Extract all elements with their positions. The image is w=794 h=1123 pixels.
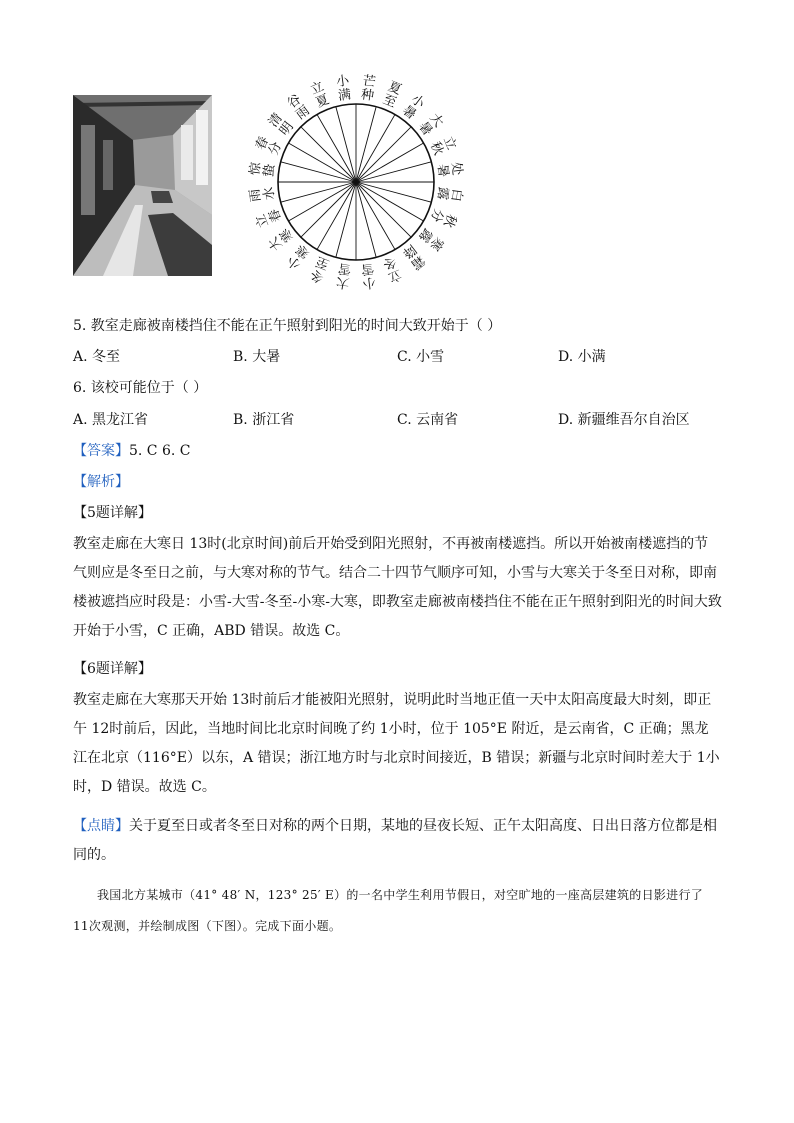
- tip-tag: 【点睛】: [73, 818, 129, 834]
- wheel-term-char: 大: [426, 110, 447, 131]
- wheel-term-label: [265, 225, 297, 254]
- wheel-term-label: [399, 92, 428, 123]
- wheel-term-label: [285, 92, 313, 123]
- wheel-term-char: 冬: [308, 265, 327, 285]
- q6-option-a: A. 黑龙江省: [73, 412, 149, 428]
- tip-text: 关于夏至日或者冬至日对称的两个日期，某地的昼夜长短、正午太阳高度、日出日落方位都是相同的。: [73, 818, 717, 863]
- wheel-term-char: 蛰: [261, 163, 279, 179]
- q6-option-b: B. 浙江省: [233, 412, 295, 428]
- solar-terms-wheel: [232, 62, 480, 306]
- wheel-term-char: 立: [308, 79, 327, 99]
- wheel-term-char: 寒: [293, 241, 313, 261]
- wheel-term-char: 小: [361, 273, 377, 291]
- answer-line: [73, 441, 191, 461]
- wheel-term-label: [247, 160, 278, 178]
- wheel-term-char: 春: [253, 134, 273, 153]
- wheel-term-char: 惊: [247, 161, 265, 177]
- q5-option-c: C. 小雪: [397, 349, 445, 365]
- wheel-term-label: [248, 186, 278, 203]
- detail5-text: 教室走廊在大寒日 13时(北京时间)前后开始受到阳光照射，不再被南楼遮挡。所以开始被南楼遮挡的节气则应是冬至日之前，与大寒对称的节气。结合二十四节气顺序可知，小雪与大寒关于冬至日对称，即南楼被遮挡应时段是：小雪-大雪-冬至-小寒-大寒，即教室走廊被南楼挡住不能在正午照射到阳光的时间大致开始于小雪，C 正确，ABD 错误。故选 C。: [73, 536, 722, 639]
- wheel-term-char: 寒: [426, 233, 447, 254]
- wheel-term-char: 暑: [415, 119, 435, 139]
- q6-option-d: D. 新疆维吾尔自治区: [558, 412, 690, 428]
- q6-option-c: C. 云南省: [397, 412, 459, 428]
- q5-option-a: A. 冬至: [73, 349, 121, 365]
- wheel-spoke: [336, 107, 356, 182]
- wheel-term-label: [434, 161, 465, 178]
- wheel-term-char: 露: [415, 225, 435, 245]
- wheel-spoke: [281, 162, 356, 182]
- q5-option-d: D. 小满: [558, 349, 606, 365]
- wheel-term-label: [253, 206, 285, 229]
- detail6-heading: 【6题详解】: [73, 661, 152, 677]
- wheel-term-char: 白: [447, 187, 465, 203]
- wheel-term-label: [415, 110, 447, 139]
- tip-paragraph: [73, 812, 722, 870]
- wheel-term-label: [360, 260, 377, 291]
- wheel-term-label: [335, 260, 352, 291]
- wheel-term-char: 暑: [433, 163, 451, 179]
- wheel-term-char: 清: [265, 110, 286, 131]
- wheel-term-char: 芒: [361, 73, 377, 91]
- wheel-spoke: [281, 182, 356, 202]
- answer-tag: 【答案】: [73, 443, 129, 459]
- wheel-term-char: 雪: [359, 259, 375, 277]
- wheel-term-label: [427, 134, 459, 157]
- question-5-stem: 5. 教室走廊被南楼挡住不能在正午照射到阳光的时间大致开始于（ ）: [73, 318, 502, 334]
- next-intro: 我国北方某城市（41° 48′ N，123° 25′ E）的一名中学生利用节假日，对空旷地的一座高层建筑的日影进行了 11次观测，并绘制成图（下图）。完成下面小题。: [73, 888, 704, 933]
- wheel-term-char: 雨: [293, 103, 313, 123]
- wheel-term-char: 夏: [385, 79, 404, 99]
- wheel-term-char: 秋: [426, 139, 446, 158]
- wheel-term-char: 明: [277, 119, 297, 139]
- wheel-term-label: [360, 73, 377, 104]
- wheel-term-char: 水: [261, 185, 279, 201]
- wheel-term-char: 小: [407, 91, 428, 112]
- wheel-spoke: [356, 182, 431, 202]
- answer-text: 5. C 6. C: [129, 443, 191, 459]
- analysis-line: [73, 472, 129, 492]
- wheel-term-char: 小: [335, 73, 351, 91]
- solar-terms-wheel-graphic: [232, 62, 480, 306]
- wheel-term-char: 春: [266, 206, 286, 225]
- wheel-term-char: 寒: [277, 225, 297, 245]
- wheel-term-char: 雨: [247, 187, 265, 203]
- wheel-term-char: 处: [447, 161, 465, 177]
- wheel-term-char: 冬: [380, 252, 399, 272]
- wheel-term-char: 秋: [439, 211, 459, 230]
- wheel-term-char: 立: [253, 211, 273, 230]
- analysis-tag: 【解析】: [73, 474, 129, 490]
- q5-option-b: B. 大暑: [233, 349, 281, 365]
- wheel-term-label: [284, 241, 313, 272]
- wheel-term-char: 大: [335, 273, 351, 291]
- wheel-spoke: [336, 182, 356, 257]
- wheel-term-label: [335, 73, 352, 104]
- wheel-term-label: [253, 134, 285, 157]
- wheel-term-char: 大: [265, 233, 286, 254]
- wheel-term-char: 霜: [407, 252, 428, 273]
- wheel-term-char: 至: [380, 92, 399, 112]
- wheel-term-char: 分: [266, 139, 286, 158]
- wheel-term-label: [427, 206, 460, 230]
- wheel-term-char: 暑: [399, 103, 419, 123]
- wheel-term-char: 立: [439, 134, 459, 153]
- wheel-spoke: [356, 182, 376, 257]
- corridor-photo-graphic: [73, 95, 212, 276]
- wheel-term-char: 满: [337, 87, 353, 105]
- wheel-term-label: [308, 79, 331, 111]
- wheel-term-char: 降: [399, 241, 419, 261]
- wheel-term-label: [415, 225, 447, 254]
- wheel-term-char: 夏: [313, 92, 332, 112]
- wheel-term-label: [434, 186, 464, 203]
- wheel-term-char: 小: [284, 252, 305, 273]
- wheel-term-char: 至: [313, 252, 332, 272]
- wheel-term-char: 露: [433, 185, 451, 201]
- question-6-stem: 6. 该校可能位于（ ）: [73, 380, 208, 396]
- wheel-term-char: 雪: [337, 259, 353, 277]
- wheel-term-label: [308, 253, 331, 285]
- corridor-photo: [73, 95, 212, 276]
- wheel-spoke: [356, 162, 431, 182]
- wheel-term-char: 立: [385, 265, 404, 285]
- wheel-term-label: [265, 110, 297, 139]
- wheel-term-label: [380, 79, 403, 111]
- wheel-term-label: [380, 253, 403, 285]
- wheel-spoke: [356, 107, 376, 182]
- wheel-term-label: [399, 241, 427, 272]
- wheel-term-char: 谷: [284, 91, 305, 112]
- wheel-term-char: 分: [426, 206, 446, 225]
- wheel-term-char: 种: [359, 87, 375, 105]
- detail6-text: 教室走廊在大寒那天开始 13时前后才能被阳光照射，说明此时当地正值一天中太阳高度最大时刻，即正午 12时前后，因此，当地时间比北京时间晚了约 1小时，位于 105°E 附近，是云南省，C 正确；黑龙江在北京（116°E）以东，A 错误；浙江地方时与北京时间接近，B 错误；新疆与北京时间时差大于 1小时，D 错误。故选 C。: [73, 692, 720, 795]
- detail5-heading: 【5题详解】: [73, 505, 152, 521]
